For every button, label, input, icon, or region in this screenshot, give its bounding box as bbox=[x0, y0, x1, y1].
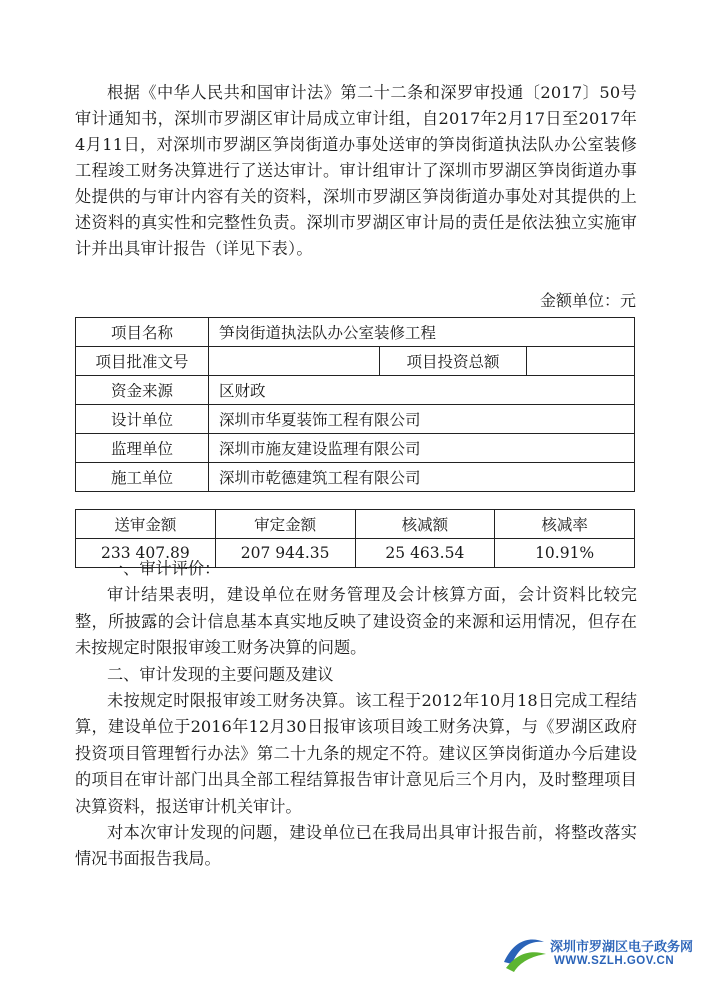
approval-no-value bbox=[209, 347, 380, 376]
swoosh-logo-icon bbox=[500, 932, 548, 974]
table-row bbox=[76, 347, 635, 376]
investment-value bbox=[527, 347, 635, 376]
submitted-amount-value: 233 407.89 bbox=[76, 539, 216, 568]
watermark-url: WWW.SZLH.GOV.CN bbox=[554, 955, 675, 967]
eval-text: 审计结果表明，建设单位在财务管理及会计核算方面，会计资料比较完整，所披露的会计信息基本真实地反映了建设资金的来源和运用情况，但存在未按规定时限报审竣工财务决算的问题。 bbox=[75, 585, 637, 658]
design-value: 深圳市华夏装饰工程有限公司 bbox=[209, 405, 635, 434]
issues-text: 未按规定时限报审竣工财务决算。该工程于2012年10月18日完成工程结算，建设单位于2016年12月30日报审该项目竣工财务决算，与《罗湖区政府投资项目管理暂行办法》第二十九条的规定不符。建议区笋岗街道办今后建设的项目在审计部门出具全部工程结算报告审计意见后三个月内，及时整理项目决算资料，报送审计机关审计。 bbox=[75, 691, 637, 816]
project-name-value: 笋岗街道执法队办公室装修工程 bbox=[209, 318, 635, 347]
approved-amount-value: 207 944.35 bbox=[215, 539, 355, 568]
project-name-label: 项目名称 bbox=[76, 318, 209, 347]
construction-value: 深圳市乾德建筑工程有限公司 bbox=[209, 463, 635, 492]
reduction-amount-value: 25 463.54 bbox=[355, 539, 495, 568]
intro-text: 根据《中华人民共和国审计法》第二十二条和深罗审投通〔2017〕50号审计通知书，深圳市罗湖区审计局成立审计组，自2017年2月17日至2017年4月11日，对深圳市罗湖区笋岗街道办事处送审的笋岗街道执法队办公室装修工程竣工财务决算进行了送达审计。审计组审计了深圳市罗湖区笋岗街道办事处提供的与审计内容有关的资料，深圳市罗湖区笋岗街道办事处对其提供的上述资料的真实性和完整性负责。深圳市罗湖区审计局的责任是依法独立实施审计并出具审计报告（详见下表）。 bbox=[75, 83, 637, 258]
design-label: 设计单位 bbox=[76, 405, 209, 434]
reduction-rate-value: 10.91% bbox=[495, 539, 635, 568]
approval-no-label: 项目批准文号 bbox=[76, 347, 209, 376]
table-row bbox=[76, 463, 635, 492]
table-row bbox=[76, 318, 635, 347]
unit-note: 金额单位：元 bbox=[539, 291, 636, 310]
site-watermark-logo bbox=[500, 928, 709, 978]
approved-amount-header: 审定金额 bbox=[215, 510, 355, 539]
table-row bbox=[76, 405, 635, 434]
reduction-amount-header: 核减额 bbox=[355, 510, 495, 539]
submitted-amount-header: 送审金额 bbox=[76, 510, 216, 539]
amount-header-row bbox=[76, 510, 635, 539]
report-body bbox=[75, 556, 637, 873]
eval-heading: 一、审计评价： bbox=[107, 559, 221, 578]
table-row bbox=[76, 434, 635, 463]
closing-text: 对本次审计发现的问题，建设单位已在我局出具审计报告前，将整改落实情况书面报告我局。 bbox=[75, 823, 637, 869]
issues-heading: 二、审计发现的主要问题及建议 bbox=[107, 664, 334, 684]
construction-label: 施工单位 bbox=[76, 463, 209, 492]
fund-source-label: 资金来源 bbox=[76, 376, 209, 405]
investment-label: 项目投资总额 bbox=[380, 347, 527, 376]
project-info-table bbox=[75, 317, 635, 492]
supervision-label: 监理单位 bbox=[76, 434, 209, 463]
table-row bbox=[76, 376, 635, 405]
reduction-rate-header: 核减率 bbox=[495, 510, 635, 539]
supervision-value: 深圳市施友建设监理有限公司 bbox=[209, 434, 635, 463]
watermark-site-name: 深圳市罗湖区电子政务网 bbox=[550, 940, 694, 955]
fund-source-value: 区财政 bbox=[209, 376, 635, 405]
intro-paragraph bbox=[75, 80, 637, 262]
